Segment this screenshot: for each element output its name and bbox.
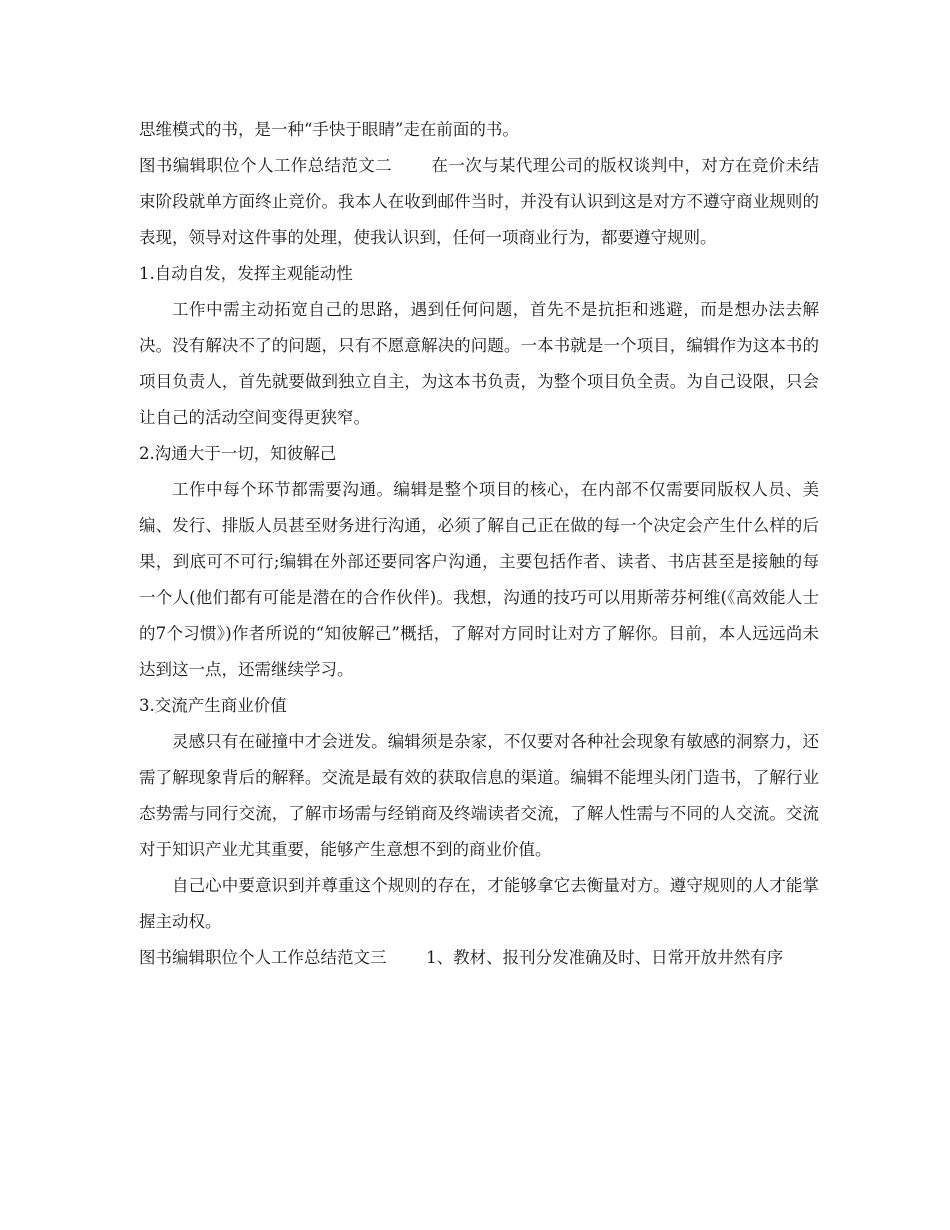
section-two-title: 图书编辑职位个人工作总结范文二: [139, 156, 392, 175]
paragraph-exchange: 灵感只有在碰撞中才会迸发。编辑须是杂家，不仅要对各种社会现象有敏感的洞察力，还需了解现象背后的解释。交流是最有效的获取信息的渠道。编辑不能埋头闭门造书，了解行业态势需与同行交流，了解市场需与经销商及终端读者交流，了解人性需与不同的人交流。交流对于知识产业尤其重要，能够产生意想不到的商业价值。: [139, 732, 819, 859]
section-three-paragraph: [139, 940, 819, 976]
paragraph-rules: 自己心中要意识到并尊重这个规则的存在，才能够拿它去衡量对方。遵守规则的人才能掌握主动权。: [139, 876, 819, 931]
section-three-title: 图书编辑职位个人工作总结范文三: [139, 948, 387, 967]
section-three-intro: 1、教材、报刊分发准确及时、日常开放井然有序: [426, 948, 784, 967]
paragraph-communication: 工作中每个环节都需要沟通。编辑是整个项目的核心，在内部不仅需要同版权人员、美编、发行、排版人员甚至财务进行沟通，必须了解自己正在做的每一个决定会产生什么样的后果，到底可不可行;编辑在外部还要同客户沟通，主要包括作者、读者、书店甚至是接触的每一个人(他们都有可能是潜在的合作伙伴)。我想，沟通的技巧可以用斯蒂芬柯维(《高效能人士的7个习惯》)作者所说的“知彼解己”概括，了解对方同时让对方了解你。目前，本人远远尚未达到这一点，还需继续学习。: [139, 480, 819, 679]
paragraph-initiative: 工作中需主动拓宽自己的思路，遇到任何问题，首先不是抗拒和逃避，而是想办法去解决。没有解决不了的问题，只有不愿意解决的问题。一本书就是一个项目，编辑作为这本书的项目负责人，首先就要做到独立自主，为这本书负责，为整个项目负全责。为自己设限，只会让自己的活动空间变得更狭窄。: [139, 300, 819, 427]
section-two-intro: 在一次与某代理公司的版权谈判中，对方在竞价未结束阶段就单方面终止竞价。我本人在收到邮件当时，并没有认识到这是对方不遵守商业规则的表现，领导对这件事的处理，使我认识到，任何一项商业行为，都要遵守规则。: [139, 156, 820, 247]
section-two-paragraph: [139, 148, 819, 256]
document-body: [139, 112, 819, 976]
paragraph-continued: 思维模式的书，是一种“手快于眼睛”走在前面的书。: [139, 120, 519, 139]
subheading-1: 1.自动自发，发挥主观能动性: [139, 264, 353, 283]
subheading-2: 2.沟通大于一切，知彼解己: [139, 444, 337, 463]
subheading-3: 3.交流产生商业价值: [139, 696, 287, 715]
